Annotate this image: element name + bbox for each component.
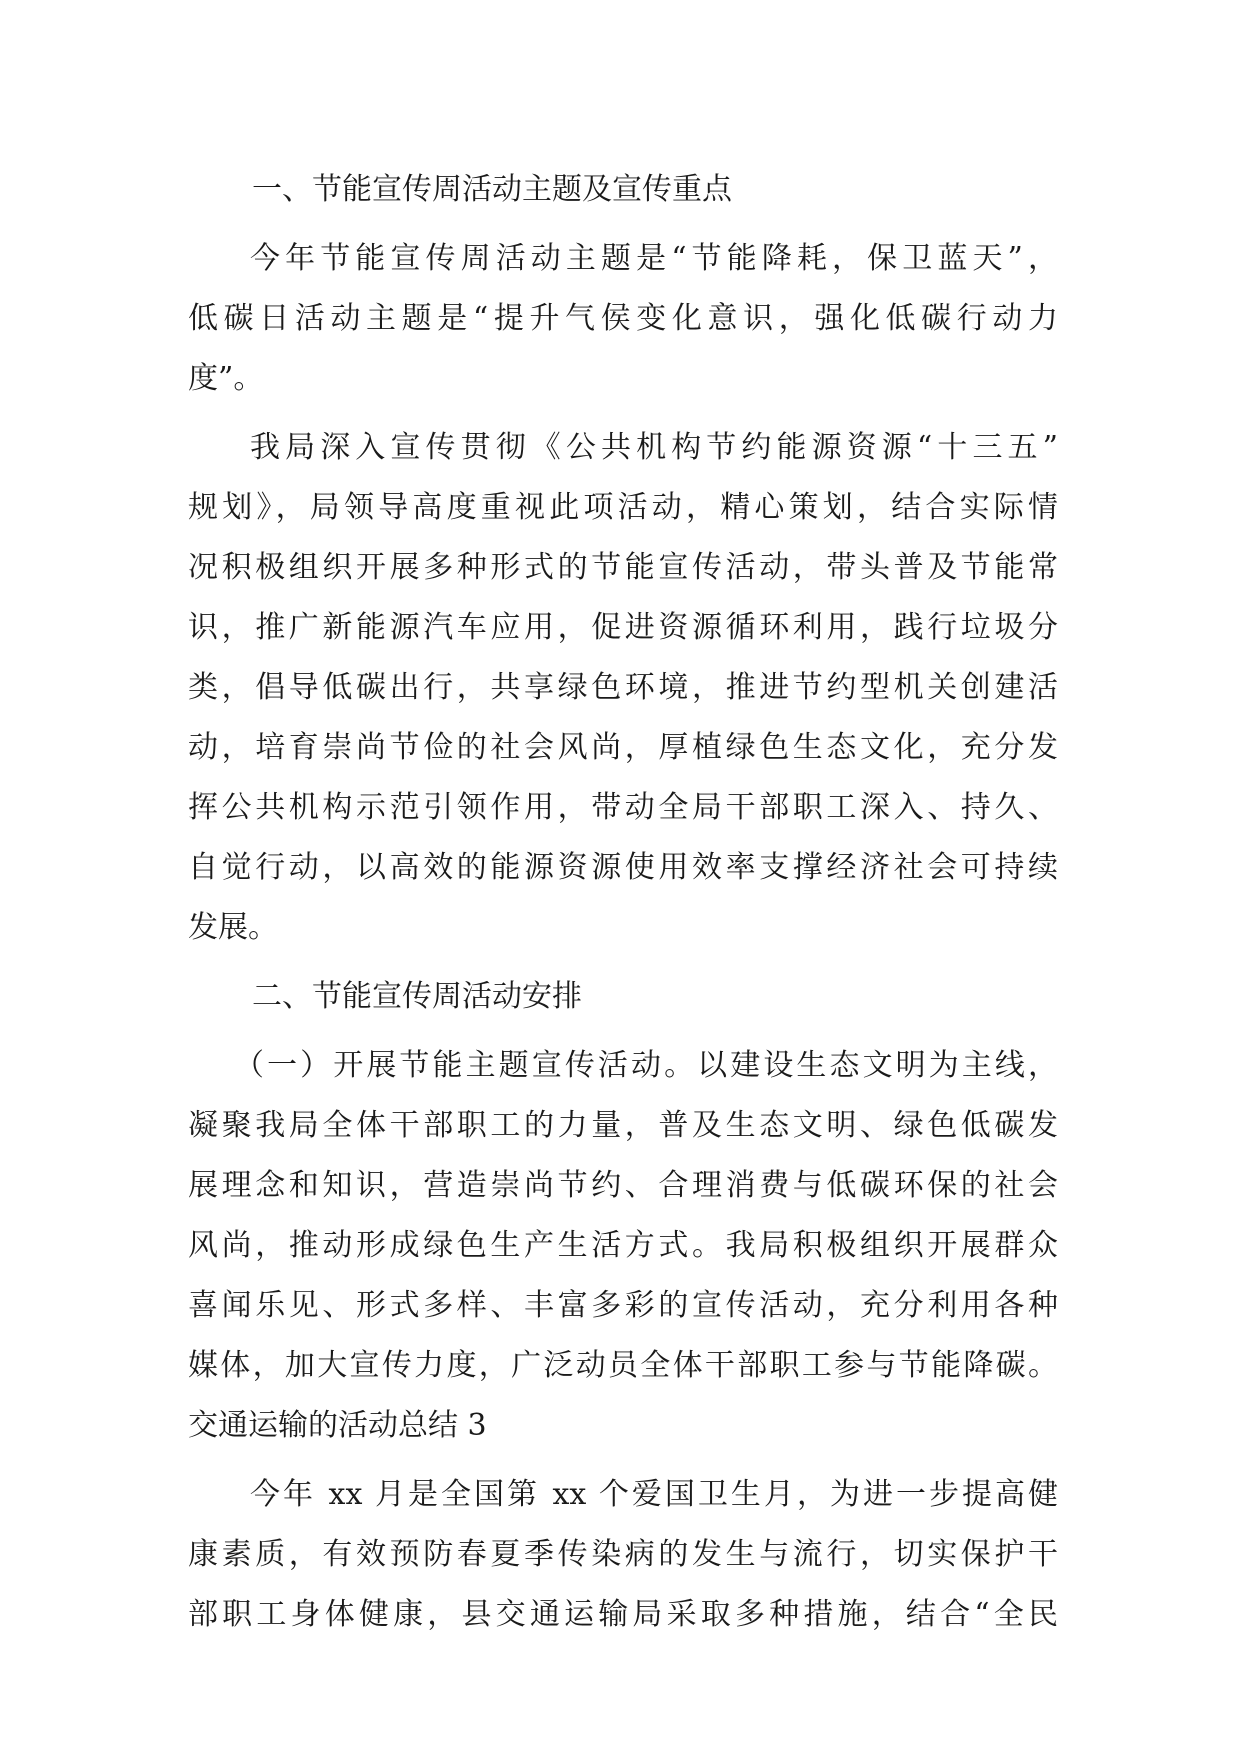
section-heading-1: 一、节能宣传周活动主题及宣传重点 xyxy=(252,172,732,207)
paragraph-line: 发展。 xyxy=(188,910,278,945)
article-title: 交通运输的活动总结 3 xyxy=(188,1408,487,1443)
paragraph-line: 康素质，有效预防春夏季传染病的发生与流行，切实保护干 xyxy=(188,1537,1058,1572)
paragraph-line: 今年 xx 月是全国第 xx 个爱国卫生月，为进一步提高健 xyxy=(250,1477,1058,1512)
paragraph-line: 凝聚我局全体干部职工的力量，普及生态文明、绿色低碳发 xyxy=(188,1108,1058,1143)
paragraph-line: 类，倡导低碳出行，共享绿色环境，推进节约型机关创建活 xyxy=(188,670,1058,705)
paragraph-line: 况积极组织开展多种形式的节能宣传活动，带头普及节能常 xyxy=(188,550,1058,585)
paragraph-line: 展理念和知识，营造崇尚节约、合理消费与低碳环保的社会 xyxy=(188,1168,1058,1203)
paragraph-line: 风尚，推动形成绿色生产生活方式。我局积极组织开展群众 xyxy=(188,1228,1058,1263)
paragraph-line: 自觉行动，以高效的能源资源使用效率支撑经济社会可持续 xyxy=(188,850,1058,885)
paragraph-line: （一）开展节能主题宣传活动。以建设生态文明为主线， xyxy=(234,1048,1058,1083)
document-page xyxy=(188,160,1058,1645)
paragraph-line: 识，推广新能源汽车应用，促进资源循环利用，践行垃圾分 xyxy=(188,610,1058,645)
paragraph-line: 今年节能宣传周活动主题是“节能降耗，保卫蓝天”， xyxy=(250,241,1058,276)
paragraph-line: 规划》，局领导高度重视此项活动，精心策划，结合实际情 xyxy=(188,490,1058,525)
paragraph-line: 部职工身体健康，县交通运输局采取多种措施，结合“全民 xyxy=(188,1597,1058,1632)
paragraph-line: 喜闻乐见、形式多样、丰富多彩的宣传活动，充分利用各种 xyxy=(188,1288,1058,1323)
paragraph-line: 媒体，加大宣传力度，广泛动员全体干部职工参与节能降碳。 xyxy=(188,1348,1058,1383)
section-heading-2: 二、节能宣传周活动安排 xyxy=(252,979,582,1014)
paragraph-line: 低碳日活动主题是“提升气侯变化意识，强化低碳行动力 xyxy=(188,301,1058,336)
paragraph-line: 度”。 xyxy=(188,361,264,396)
paragraph-line: 我局深入宣传贯彻《公共机构节约能源资源“十三五” xyxy=(250,430,1058,465)
paragraph-line: 动，培育崇尚节俭的社会风尚，厚植绿色生态文化，充分发 xyxy=(188,730,1058,765)
paragraph-line: 挥公共机构示范引领作用，带动全局干部职工深入、持久、 xyxy=(188,790,1058,825)
